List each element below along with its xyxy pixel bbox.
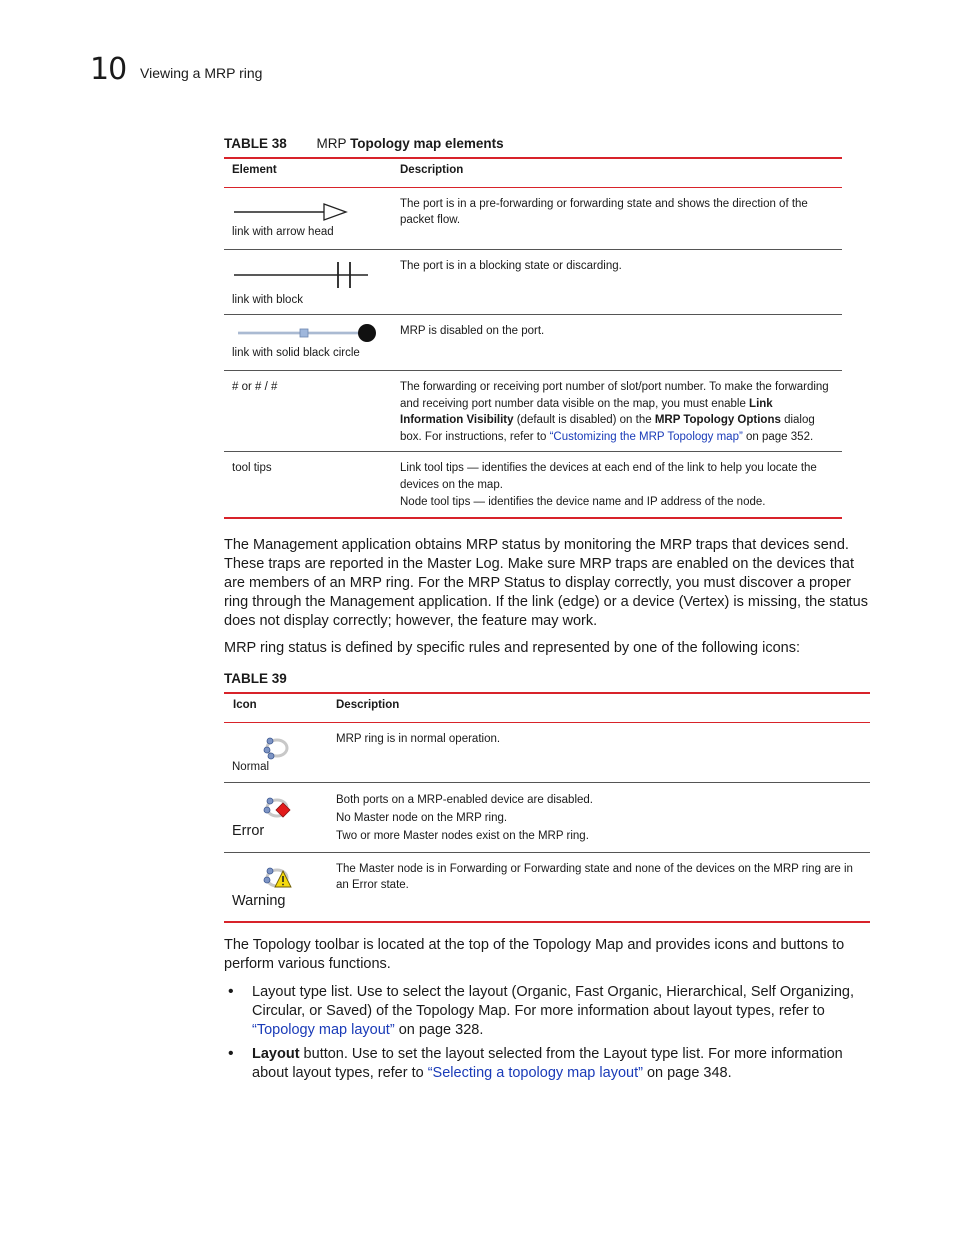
table38-col-element: Element <box>224 158 392 187</box>
element-label: # or # / # <box>224 371 392 452</box>
description-text: on page 352. <box>742 430 814 443</box>
description-text: The forwarding or receiving port number of slot/port number. To make the forwarding and receiving port number data visible on the map, you must enable <box>400 381 829 410</box>
link-block-icon <box>232 258 372 292</box>
link-tool-tips-text: Link tool tips — identifies the devices at each end of the link to help you locate the devices on the map. <box>400 462 817 491</box>
element-description: The port is in a blocking state or discarding. <box>392 249 842 315</box>
description-line: Both ports on a MRP-enabled device are disabled. <box>336 793 593 806</box>
table-row <box>224 722 870 782</box>
body-paragraph: MRP ring status is defined by specific rules and represented by one of the following icons: <box>224 640 801 656</box>
description-line: MRP ring is in normal operation. <box>336 732 501 745</box>
bullet-icon: • <box>228 983 234 1000</box>
table-row <box>224 452 842 518</box>
layout-button-label: Layout <box>252 1046 300 1062</box>
table38-caption-title: Topology map elements <box>350 136 504 151</box>
element-label: link with arrow head <box>232 225 334 238</box>
icon-label: Error <box>232 822 265 839</box>
icon-description <box>328 782 870 852</box>
description-text: dialog box. For instructions, refer to <box>400 414 815 443</box>
bullet-text: Layout type list. Use to select the layout (Organic, Fast Organic, Hierarchical, Self Organizing, Circular, or Saved) of the Topology Map. For more information about layout types, refer to <box>252 984 855 1019</box>
bullet-icon: • <box>228 1045 234 1062</box>
element-description <box>392 452 842 518</box>
table38-label: TABLE 38 <box>224 136 287 151</box>
chapter-title: Viewing a MRP ring <box>140 65 263 81</box>
element-description: MRP is disabled on the port. <box>392 315 842 371</box>
bullet-item <box>228 1045 870 1083</box>
table-row <box>224 315 842 371</box>
description-line: The Master node is in Forwarding or Forwarding state and none of the devices on the MRP ring are in an Error state. <box>336 862 853 891</box>
element-label: tool tips <box>224 452 392 518</box>
icon-label: Warning <box>232 892 286 909</box>
table-row <box>224 852 870 922</box>
description-line: Two or more Master nodes exist on the MRP ring. <box>336 829 589 842</box>
bullet-text: on page 348. <box>642 1065 732 1081</box>
table39-label: TABLE 39 <box>224 671 287 686</box>
table-row <box>224 371 842 452</box>
bullet-item <box>228 983 870 1040</box>
element-label: link with block <box>232 293 303 306</box>
description-text: (default is disabled) on the <box>513 414 655 426</box>
table-row <box>224 782 870 852</box>
table39-col-icon: Icon <box>224 693 328 722</box>
table38-col-description: Description <box>392 158 842 187</box>
table38-caption-prefix: MRP <box>316 136 347 151</box>
icon-description <box>328 722 870 782</box>
table39-col-description: Description <box>328 693 870 722</box>
node-tool-tips-text: Node tool tips — identifies the device name and IP address of the node. <box>400 496 766 508</box>
icon-label: Normal <box>232 760 270 773</box>
body-paragraph: The Management application obtains MRP status by monitoring the MRP traps that devices send. These traps are reported in the Master Log. Make sure MRP traps are enabled on the devices that are members of an MRP ring. For the MRP Status to display correctly, you must discover a proper ring through the Management application. If the link (edge) or a device (Vertex) is missing, the status does not display correctly; however, the feature may work. <box>224 537 868 629</box>
element-description <box>392 371 842 452</box>
table39-header-row <box>224 693 870 722</box>
ring-normal-icon <box>262 735 292 761</box>
table39-caption <box>224 671 287 686</box>
bullet-text: on page 328. <box>394 1022 484 1038</box>
ring-error-icon <box>262 795 294 823</box>
element-description: The port is in a pre-forwarding or forwarding state and shows the direction of the packet flow. <box>392 187 842 249</box>
link-solid-circle-icon <box>232 321 382 345</box>
icon-description <box>328 852 870 922</box>
bullet-text: button. Use to set the layout selected from the Layout type list. For more information about layout types, refer to <box>252 1046 843 1081</box>
link-information-visibility-label: Link Information Visibility <box>400 397 773 426</box>
link-arrow-head-icon <box>232 200 352 224</box>
table-row <box>224 249 842 315</box>
table38-caption <box>224 136 504 151</box>
table38 <box>224 157 842 519</box>
table-row <box>224 187 842 249</box>
table39 <box>224 692 870 923</box>
selecting-layout-link[interactable]: “Selecting a topology map layout” <box>427 1065 643 1081</box>
element-label: link with solid black circle <box>232 347 360 359</box>
mrp-topology-options-label: MRP Topology Options <box>654 414 781 426</box>
chapter-number: 10 <box>90 52 127 87</box>
customizing-topology-link[interactable]: “Customizing the MRP Topology map” <box>549 430 743 443</box>
body-paragraph: The Topology toolbar is located at the top of the Topology Map and provides icons and buttons to perform various functions. <box>224 937 845 972</box>
ring-warning-icon <box>262 865 294 893</box>
table38-header-row <box>224 158 842 187</box>
description-line: No Master node on the MRP ring. <box>336 811 508 824</box>
topology-map-layout-link[interactable]: “Topology map layout” <box>252 1022 395 1038</box>
